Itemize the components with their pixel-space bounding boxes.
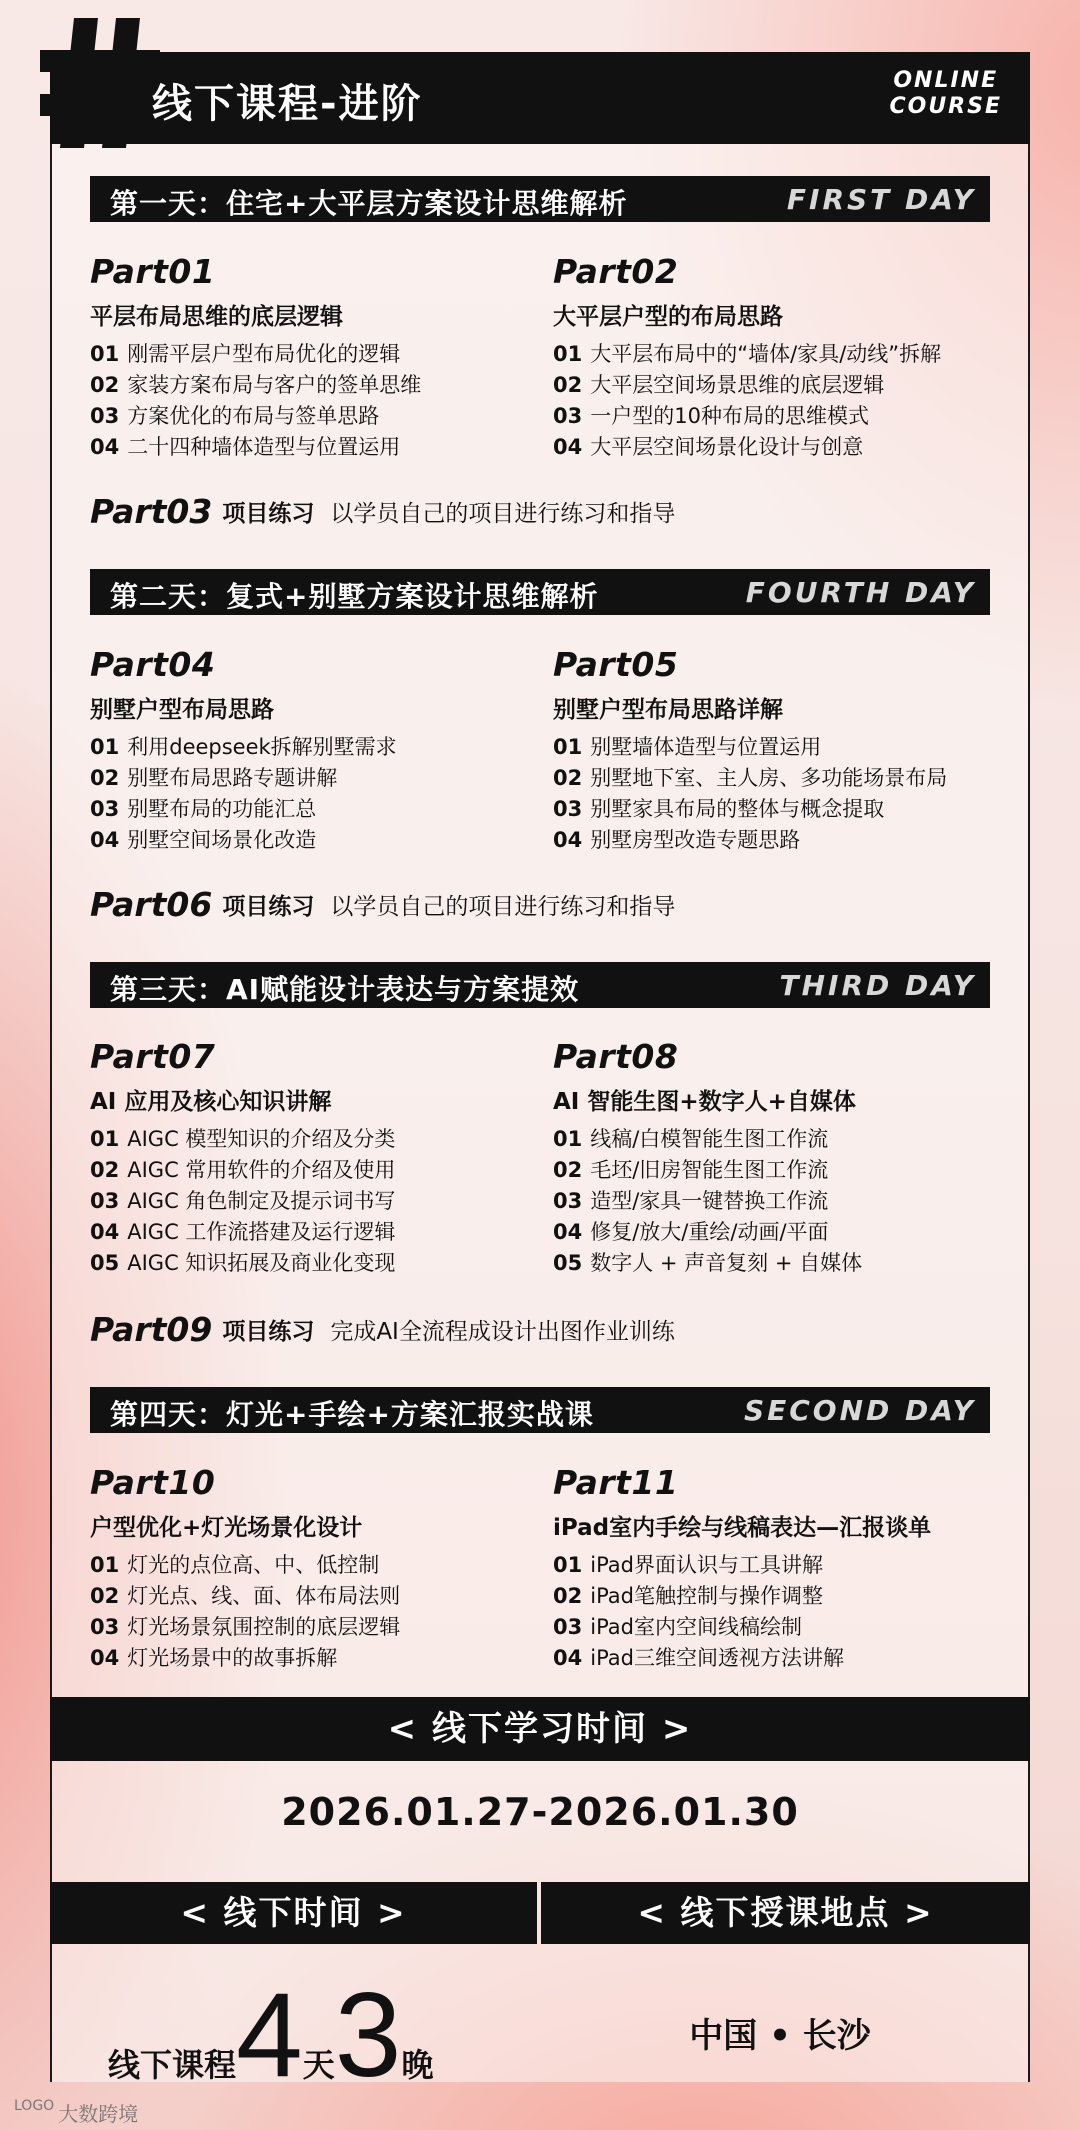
list-item: 01 AIGC 模型知识的介绍及分类 bbox=[90, 1127, 396, 1151]
practice-row-03: Part03 项目练习 以学员自己的项目进行练习和指导 bbox=[90, 492, 676, 531]
part-title: Part01 bbox=[90, 252, 216, 291]
list-item: 04 灯光场景中的故事拆解 bbox=[90, 1646, 338, 1670]
part-title: Part11 bbox=[553, 1463, 679, 1502]
part-block-07 bbox=[90, 1037, 530, 1278]
part-subtitle: 大平层户型的布局思路 bbox=[553, 304, 783, 330]
nights-number: 3 bbox=[334, 1968, 402, 2102]
day-header-3: 第三天：AI赋能设计表达与方案提效 THIRD DAY bbox=[90, 962, 990, 1008]
part-block-01 bbox=[90, 252, 530, 462]
list-item: 03 灯光场景氛围控制的底层逻辑 bbox=[90, 1615, 401, 1639]
list-item: 03 一户型的10种布局的思维模式 bbox=[553, 404, 869, 428]
day-header-2: 第二天：复式+别墅方案设计思维解析 FOURTH DAY bbox=[90, 569, 990, 615]
venue-band: < 线下授课地点 > bbox=[541, 1882, 1030, 1944]
list-item: 04 iPad三维空间透视方法讲解 bbox=[553, 1646, 844, 1670]
watermark-logo: LOGO bbox=[14, 2098, 55, 2114]
study-time-band: < 线下学习时间 > bbox=[50, 1697, 1030, 1761]
list-item: 02 别墅布局思路专题讲解 bbox=[90, 766, 338, 790]
venue-location: 中国 • 长沙 bbox=[689, 2016, 871, 2056]
practice-row-09: Part09 项目练习 完成AI全流程成设计出图作业训练 bbox=[90, 1310, 675, 1349]
list-item: 02 AIGC 常用软件的介绍及使用 bbox=[90, 1158, 396, 1182]
part-block-08 bbox=[553, 1037, 993, 1278]
course-dates: 2026.01.27-2026.01.30 bbox=[281, 1790, 799, 1834]
part-subtitle: AI 智能生图+数字人+自媒体 bbox=[553, 1089, 856, 1115]
list-item: 02 家装方案布局与客户的签单思维 bbox=[90, 373, 422, 397]
list-item: 05 数字人 + 声音复刻 + 自媒体 bbox=[553, 1251, 863, 1275]
part-title: Part08 bbox=[553, 1037, 679, 1076]
list-item: 03 iPad室内空间线稿绘制 bbox=[553, 1615, 802, 1639]
part-subtitle: iPad室内手绘与线稿表达—汇报谈单 bbox=[553, 1515, 932, 1541]
part-subtitle: 别墅户型布局思路详解 bbox=[553, 697, 783, 723]
part-block-04 bbox=[90, 645, 530, 855]
list-item: 04 别墅空间场景化改造 bbox=[90, 828, 317, 852]
list-item: 02 别墅地下室、主人房、多功能场景布局 bbox=[553, 766, 948, 790]
part-title: Part10 bbox=[90, 1463, 216, 1502]
list-item: 02 iPad笔触控制与操作调整 bbox=[553, 1584, 823, 1608]
part-title: Part05 bbox=[553, 645, 679, 684]
part-block-02 bbox=[553, 252, 993, 462]
list-item: 04 大平层空间场景化设计与创意 bbox=[553, 435, 864, 459]
part-subtitle: 别墅户型布局思路 bbox=[90, 697, 274, 723]
offline-time-band: < 线下时间 > bbox=[50, 1882, 537, 1944]
list-item: 01 刚需平层户型布局优化的逻辑 bbox=[90, 342, 401, 366]
list-item: 01 iPad界面认识与工具讲解 bbox=[553, 1553, 823, 1577]
list-item: 04 二十四种墙体造型与位置运用 bbox=[90, 435, 401, 459]
list-item: 04 AIGC 工作流搭建及运行逻辑 bbox=[90, 1220, 396, 1244]
list-item: 01 灯光的点位高、中、低控制 bbox=[90, 1553, 380, 1577]
course-duration: 线下课程4天3晚 bbox=[108, 1968, 434, 2102]
list-item: 05 AIGC 知识拓展及商业化变现 bbox=[90, 1251, 396, 1275]
part-block-10 bbox=[90, 1463, 530, 1673]
list-item: 03 AIGC 角色制定及提示词书写 bbox=[90, 1189, 396, 1213]
list-item: 03 造型/家具一键替换工作流 bbox=[553, 1189, 829, 1213]
part-subtitle: 户型优化+灯光场景化设计 bbox=[90, 1515, 363, 1541]
list-item: 03 别墅家具布局的整体与概念提取 bbox=[553, 797, 885, 821]
list-item: 03 别墅布局的功能汇总 bbox=[90, 797, 317, 821]
list-item: 03 方案优化的布局与签单思路 bbox=[90, 404, 380, 428]
part-subtitle: 平层布局思维的底层逻辑 bbox=[90, 304, 343, 330]
part-title: Part04 bbox=[90, 645, 216, 684]
day-header-1: 第一天：住宅+大平层方案设计思维解析 FIRST DAY bbox=[90, 176, 990, 222]
list-item: 02 大平层空间场景思维的底层逻辑 bbox=[553, 373, 885, 397]
list-item: 01 大平层布局中的“墙体/家具/动线”拆解 bbox=[553, 342, 942, 366]
list-item: 01 线稿/白模智能生图工作流 bbox=[553, 1127, 829, 1151]
hash-icon bbox=[40, 18, 160, 148]
list-item: 02 灯光点、线、面、体布局法则 bbox=[90, 1584, 401, 1608]
practice-row-06: Part06 项目练习 以学员自己的项目进行练习和指导 bbox=[90, 885, 676, 924]
days-number: 4 bbox=[236, 1968, 303, 2102]
list-item: 01 别墅墙体造型与位置运用 bbox=[553, 735, 822, 759]
list-item: 04 别墅房型改造专题思路 bbox=[553, 828, 801, 852]
part-block-11 bbox=[553, 1463, 1023, 1673]
part-title: Part07 bbox=[90, 1037, 216, 1076]
list-item: 02 毛坯/旧房智能生图工作流 bbox=[553, 1158, 829, 1182]
watermark: $^{LOGO}$ 大数跨境 bbox=[14, 2098, 139, 2126]
day-header-4: 第四天：灯光+手绘+方案汇报实战课 SECOND DAY bbox=[90, 1387, 990, 1433]
part-block-05 bbox=[553, 645, 993, 855]
list-item: 04 修复/放大/重绘/动画/平面 bbox=[553, 1220, 829, 1244]
online-course-label: ONLINE COURSE bbox=[889, 68, 1002, 119]
list-item: 01 利用deepseek拆解别墅需求 bbox=[90, 735, 397, 759]
part-title: Part02 bbox=[553, 252, 679, 291]
part-subtitle: AI 应用及核心知识讲解 bbox=[90, 1089, 332, 1115]
page-title: 线下课程-进阶 bbox=[152, 81, 423, 127]
